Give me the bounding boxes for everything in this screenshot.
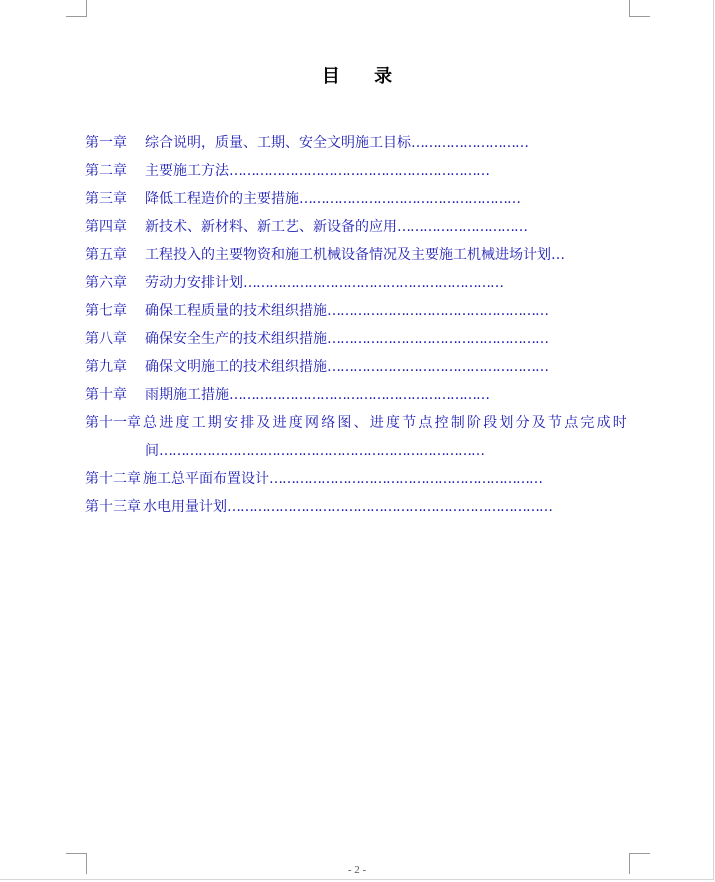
toc-title: 目 录: [321, 66, 407, 87]
toc-entry-title: 工程投入的主要物资和施工机械设备情况及主要施工机械进场计划…: [145, 247, 564, 263]
toc-entry[interactable]: [85, 133, 630, 161]
toc-entry[interactable]: [85, 413, 630, 469]
page-number: - 2 -: [347, 864, 367, 876]
table-of-contents: [85, 133, 630, 525]
toc-entry-title: 确保工程质量的技术组织措施……………………………………………: [145, 303, 548, 319]
toc-chapter: 第八章: [85, 331, 127, 347]
toc-chapter: 第三章: [85, 191, 127, 207]
toc-entry[interactable]: [85, 245, 630, 273]
toc-entry-title: 劳动力安排计划……………………………………………………: [145, 275, 503, 291]
toc-entry[interactable]: [85, 469, 630, 497]
toc-entry-title: 综合说明，质量、工期、安全文明施工目标………………………: [145, 135, 528, 151]
toc-chapter: 第五章: [85, 247, 127, 263]
toc-entry-title: 确保文明施工的技术组织措施……………………………………………: [145, 359, 548, 375]
toc-entry-title: 施工总平面布置设计………………………………………………………: [143, 471, 542, 487]
crop-mark-top-left: [66, 0, 87, 17]
toc-entry-title: 新技术、新材料、新工艺、新设备的应用…………………………: [145, 219, 527, 235]
toc-entry-title: 确保安全生产的技术组织措施……………………………………………: [145, 331, 548, 347]
toc-chapter: 第十三章: [85, 499, 141, 515]
toc-chapter: 第七章: [85, 303, 127, 319]
crop-mark-top-right: [629, 0, 650, 17]
toc-chapter: 第十章: [85, 387, 127, 403]
toc-entry-title: 总进度工期安排及进度网络图、进度节点控制阶段划分及节点完成时: [143, 415, 629, 431]
toc-entry[interactable]: [85, 301, 630, 329]
toc-entry[interactable]: [85, 273, 630, 301]
toc-entry[interactable]: [85, 357, 630, 385]
toc-entry[interactable]: [85, 161, 630, 189]
toc-entry[interactable]: [85, 329, 630, 357]
toc-entry[interactable]: [85, 497, 630, 525]
toc-entry-title: 水电用量计划…………………………………………………………………: [143, 499, 552, 515]
toc-entry-title: 降低工程造价的主要措施……………………………………………: [145, 191, 520, 207]
toc-entry[interactable]: [85, 385, 630, 413]
toc-chapter: 第六章: [85, 275, 127, 291]
toc-entry[interactable]: [85, 217, 630, 245]
toc-chapter: 第四章: [85, 219, 127, 235]
toc-entry-title: 雨期施工措施……………………………………………………: [145, 387, 489, 403]
toc-chapter: 第二章: [85, 163, 127, 179]
toc-chapter: 第十二章: [85, 471, 141, 487]
toc-entry[interactable]: [85, 189, 630, 217]
toc-chapter: 第一章: [85, 135, 127, 151]
toc-chapter: 第九章: [85, 359, 127, 375]
toc-entry-title-continued: 间…………………………………………………………………: [145, 443, 484, 459]
toc-chapter: 第十一章: [85, 415, 141, 431]
toc-entry-title: 主要施工方法……………………………………………………: [145, 163, 489, 179]
